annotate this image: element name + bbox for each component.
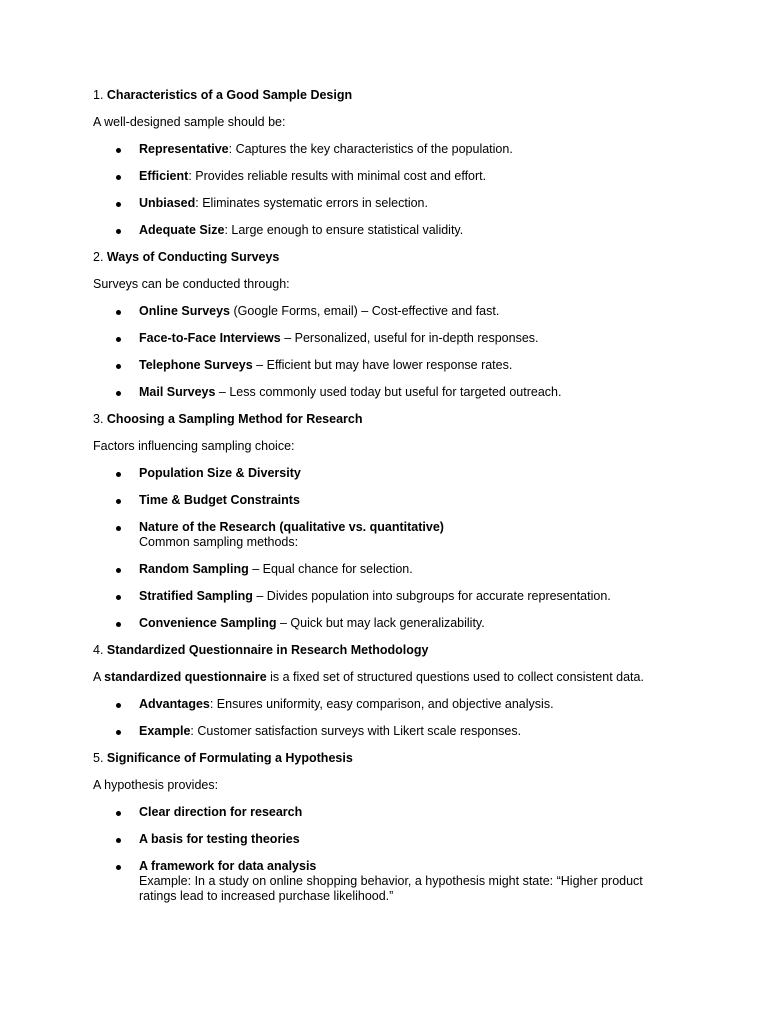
- section-heading: [93, 751, 683, 766]
- bullet-icon: [116, 811, 121, 816]
- list-item: Nature of the Research (qualitative vs. quantitative) Common sampling methods:: [93, 520, 683, 550]
- bullet-icon: [116, 175, 121, 180]
- list-item: Example: Customer satisfaction surveys with Likert scale responses.: [93, 724, 683, 739]
- section-title: Ways of Conducting Surveys: [106, 250, 280, 264]
- bullet-icon: [116, 229, 121, 234]
- section-number: 5.: [93, 751, 107, 765]
- list-item-subtext: Example: In a study on online shopping behavior, a hypothesis might state: “Higher product ratings lead to increased purchase likelihood.”: [139, 874, 643, 903]
- section-intro: A well-designed sample should be:: [93, 115, 286, 129]
- section-3: [93, 412, 683, 631]
- section-number: 4.: [93, 643, 107, 657]
- list-item: Clear direction for research: [93, 805, 683, 820]
- section-title: Significance of Formulating a Hypothesis: [106, 751, 353, 765]
- bullet-icon: [116, 838, 121, 843]
- bullet-list: [93, 142, 683, 238]
- list-item: Face-to-Face Interviews – Personalized, useful for in-depth responses.: [93, 331, 683, 346]
- bullet-icon: [116, 148, 121, 153]
- bullet-icon: [116, 865, 121, 870]
- section-intro: A hypothesis provides:: [93, 778, 219, 792]
- bullet-icon: [116, 622, 121, 627]
- bullet-icon: [116, 337, 121, 342]
- list-item: Telephone Surveys – Efficient but may have lower response rates.: [93, 358, 683, 373]
- list-item: Convenience Sampling – Quick but may lack generalizability.: [93, 616, 683, 631]
- bullet-list: [93, 466, 683, 631]
- section-4: [93, 643, 683, 739]
- section-title: Standardized Questionnaire in Research Methodology: [106, 643, 429, 657]
- bullet-icon: [116, 364, 121, 369]
- bullet-icon: [116, 499, 121, 504]
- list-item: A framework for data analysis Example: In a study on online shopping behavior, a hypothesis might state: “Higher product ratings lead to increased purchase likelihood.”: [93, 859, 683, 904]
- document-body: [93, 88, 683, 916]
- list-item: Online Surveys (Google Forms, email) – Cost-effective and fast.: [93, 304, 683, 319]
- bullet-list: [93, 304, 683, 400]
- bullet-list: [93, 697, 683, 739]
- list-item: Time & Budget Constraints: [93, 493, 683, 508]
- section-number: 2.: [93, 250, 107, 264]
- section-heading: [93, 643, 683, 658]
- section-number: 3.: [93, 412, 107, 426]
- list-item: Random Sampling – Equal chance for selection.: [93, 562, 683, 577]
- section-title: Characteristics of a Good Sample Design: [106, 88, 353, 102]
- list-item: Representative: Captures the key characteristics of the population.: [93, 142, 683, 157]
- list-item: Mail Surveys – Less commonly used today but useful for targeted outreach.: [93, 385, 683, 400]
- section-1: [93, 88, 683, 238]
- bullet-icon: [116, 391, 121, 396]
- bullet-icon: [116, 568, 121, 573]
- section-intro: A standardized questionnaire is a fixed set of structured questions used to collect consistent data.: [93, 670, 644, 684]
- list-item: Advantages: Ensures uniformity, easy comparison, and objective analysis.: [93, 697, 683, 712]
- section-5: [93, 751, 683, 904]
- section-intro: Surveys can be conducted through:: [93, 277, 290, 291]
- list-item: Unbiased: Eliminates systematic errors in selection.: [93, 196, 683, 211]
- bullet-icon: [116, 703, 121, 708]
- bullet-icon: [116, 730, 121, 735]
- section-title: Choosing a Sampling Method for Research: [106, 412, 363, 426]
- bullet-icon: [116, 595, 121, 600]
- section-intro: Factors influencing sampling choice:: [93, 439, 295, 453]
- bullet-icon: [116, 526, 121, 531]
- bullet-icon: [116, 310, 121, 315]
- bullet-list: [93, 805, 683, 904]
- section-heading: [93, 250, 683, 265]
- bullet-icon: [116, 202, 121, 207]
- section-2: [93, 250, 683, 400]
- section-heading: [93, 88, 683, 103]
- list-item-subtext: Common sampling methods:: [139, 535, 299, 549]
- bullet-icon: [116, 472, 121, 477]
- list-item: Stratified Sampling – Divides population into subgroups for accurate representation.: [93, 589, 683, 604]
- section-heading: [93, 412, 683, 427]
- list-item: Efficient: Provides reliable results with minimal cost and effort.: [93, 169, 683, 184]
- list-item: Adequate Size: Large enough to ensure statistical validity.: [93, 223, 683, 238]
- list-item: A basis for testing theories: [93, 832, 683, 847]
- list-item: Population Size & Diversity: [93, 466, 683, 481]
- section-number: 1.: [93, 88, 107, 102]
